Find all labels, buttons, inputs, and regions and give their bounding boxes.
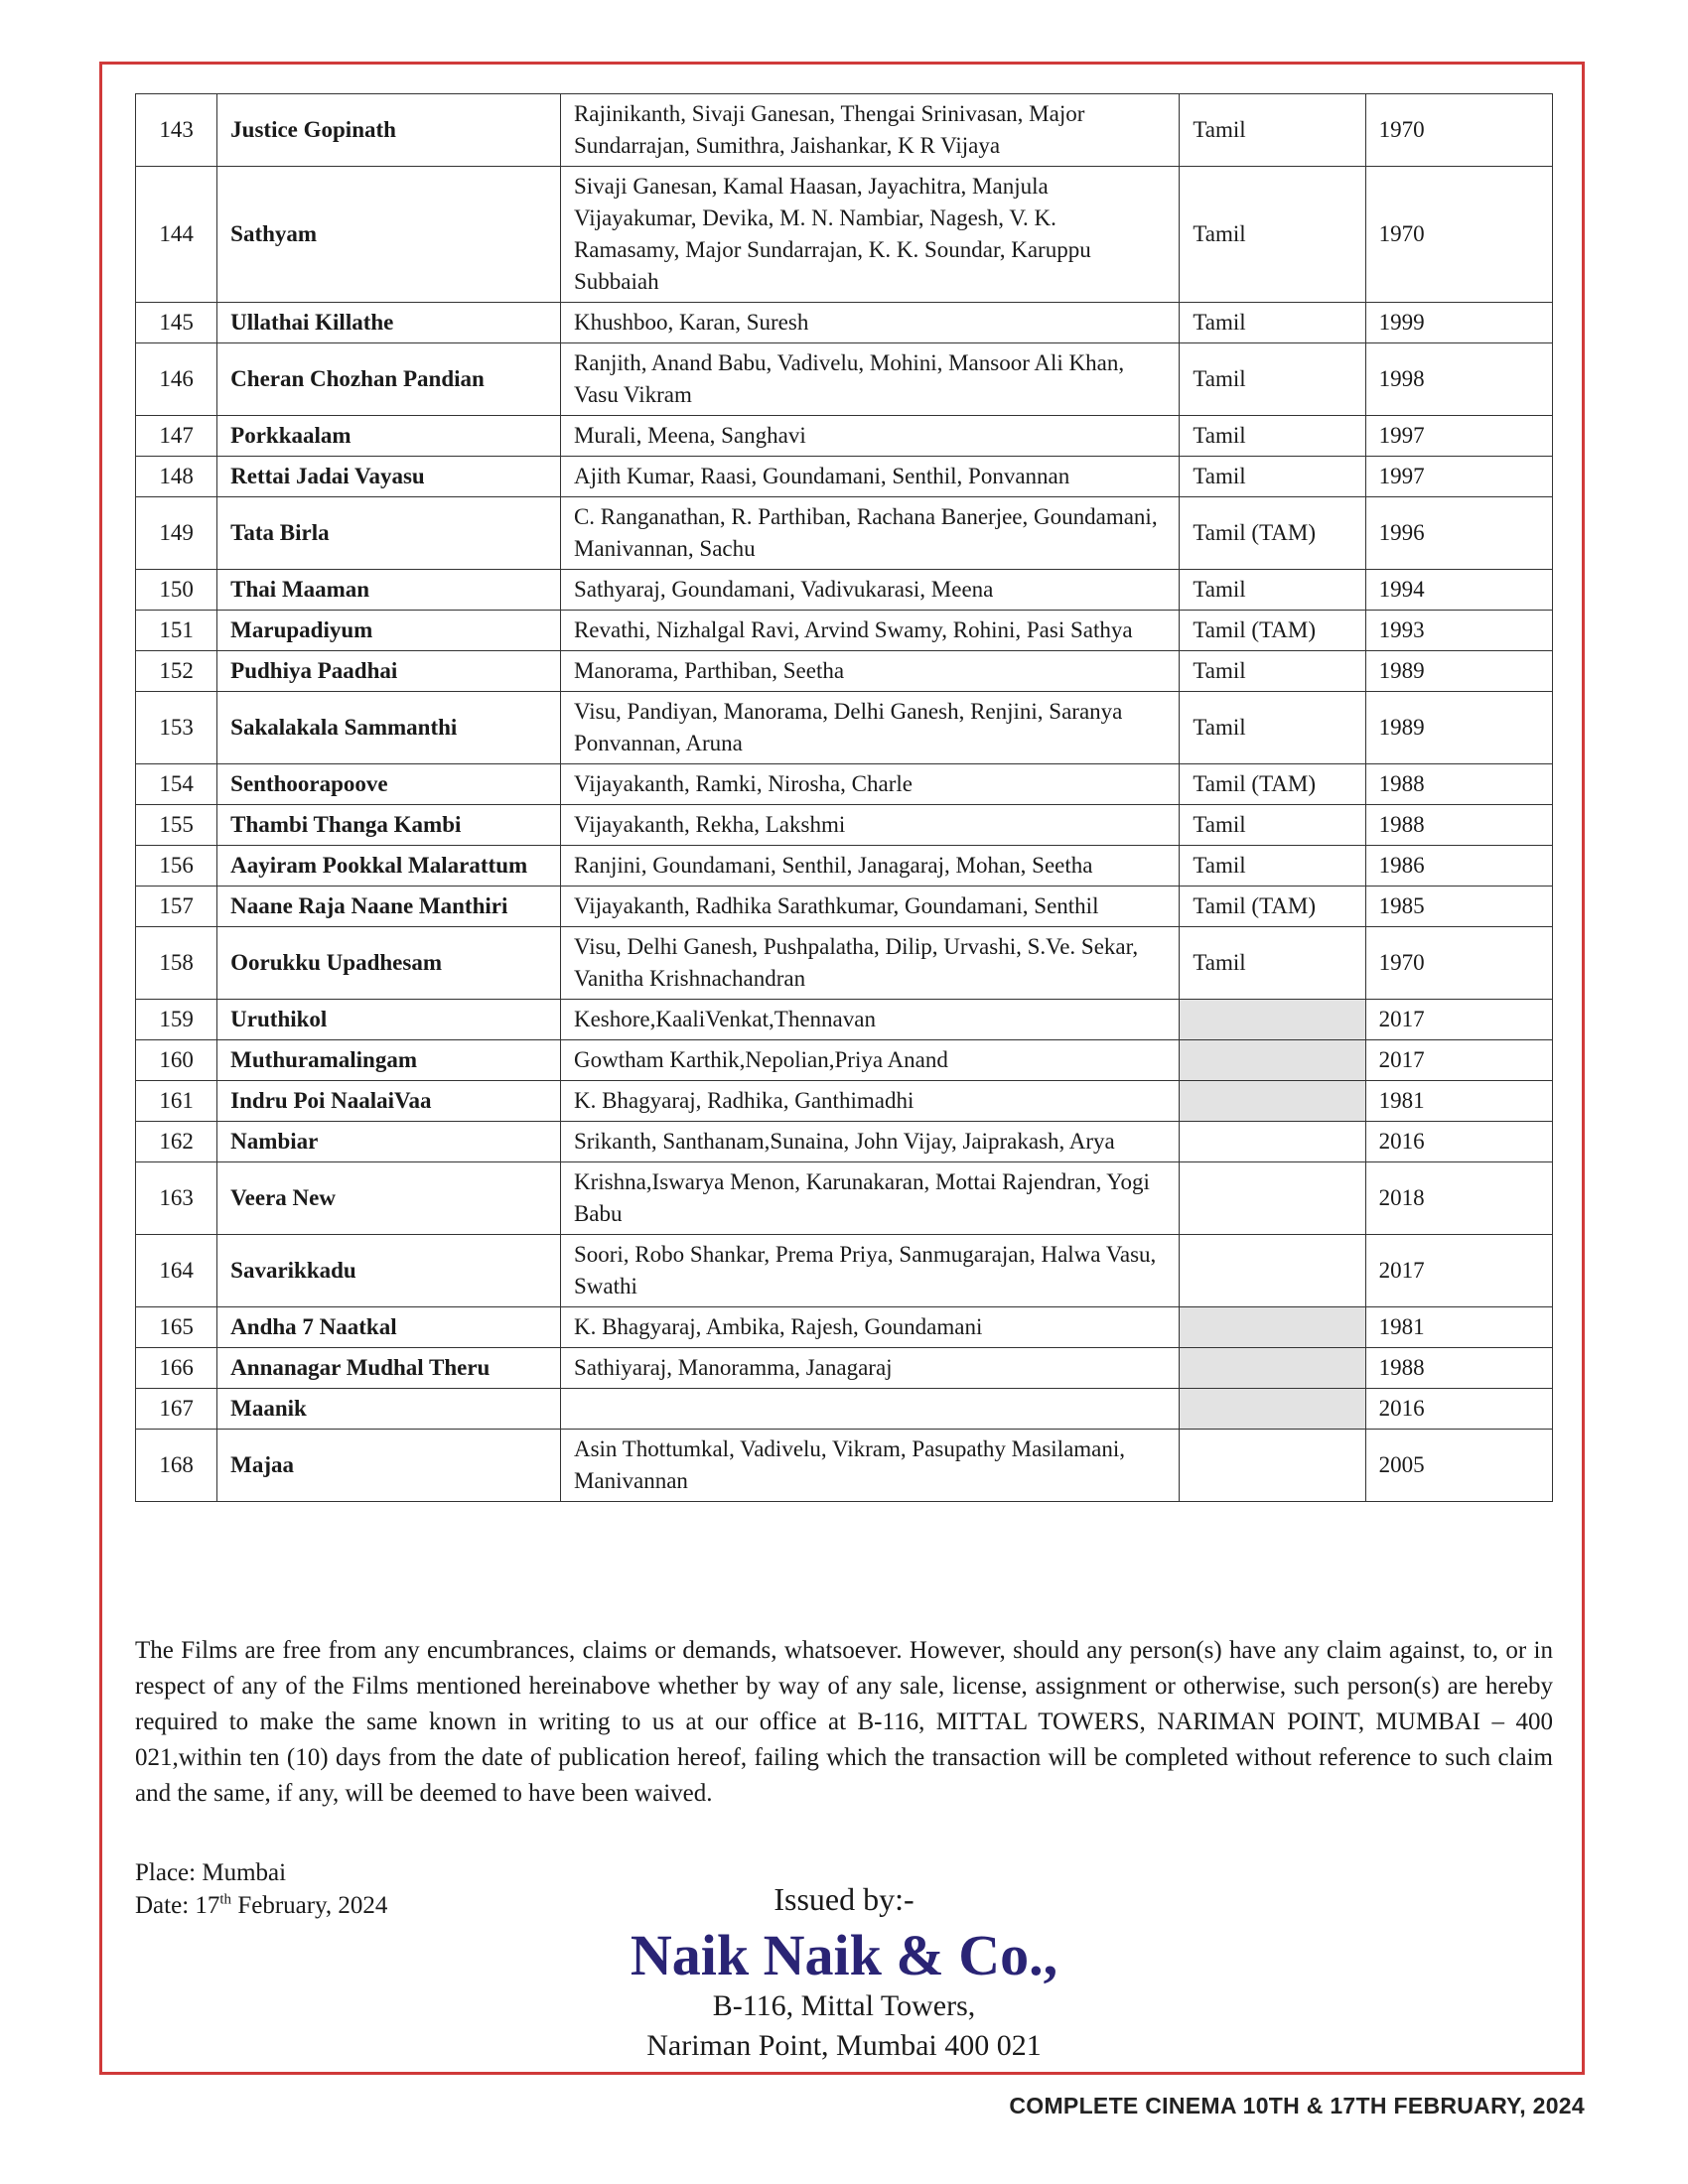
film-number: 144 xyxy=(136,167,217,303)
firm-name: Naik Naik & Co., xyxy=(630,1923,1058,1987)
date-ordinal: th xyxy=(219,1891,232,1908)
film-title: Sathyam xyxy=(217,167,561,303)
film-language: Tamil xyxy=(1180,303,1365,343)
film-cast: Vijayakanth, Radhika Sarathkumar, Goundamani, Senthil xyxy=(560,887,1179,927)
table-row xyxy=(136,457,1553,497)
film-cast: Soori, Robo Shankar, Prema Priya, Sanmugarajan, Halwa Vasu, Swathi xyxy=(560,1235,1179,1307)
film-title: Rettai Jadai Vayasu xyxy=(217,457,561,497)
film-year: 1989 xyxy=(1365,651,1552,692)
film-year: 2017 xyxy=(1365,1000,1552,1040)
film-cast: Sathiyaraj, Manoramma, Janagaraj xyxy=(560,1348,1179,1389)
film-year: 1997 xyxy=(1365,416,1552,457)
film-year: 1988 xyxy=(1365,764,1552,805)
table-row xyxy=(136,927,1553,1000)
film-number: 151 xyxy=(136,611,217,651)
film-title: Thai Maaman xyxy=(217,570,561,611)
film-language xyxy=(1180,1081,1365,1122)
film-language xyxy=(1180,1040,1365,1081)
film-language: Tamil (TAM) xyxy=(1180,887,1365,927)
film-title: Ullathai Killathe xyxy=(217,303,561,343)
film-number: 163 xyxy=(136,1162,217,1235)
film-language: Tamil (TAM) xyxy=(1180,764,1365,805)
film-year: 1981 xyxy=(1365,1307,1552,1348)
film-year: 1985 xyxy=(1365,887,1552,927)
film-cast xyxy=(560,1389,1179,1430)
film-cast: Rajinikanth, Sivaji Ganesan, Thengai Srinivasan, Major Sundarrajan, Sumithra, Jaishankar, K R Vijaya xyxy=(560,94,1179,167)
table-row xyxy=(136,1081,1553,1122)
film-language: Tamil (TAM) xyxy=(1180,497,1365,570)
film-cast: Visu, Pandiyan, Manorama, Delhi Ganesh, Renjini, Saranya Ponvannan, Aruna xyxy=(560,692,1179,764)
film-language: Tamil xyxy=(1180,570,1365,611)
table-row xyxy=(136,692,1553,764)
table-row xyxy=(136,1000,1553,1040)
film-cast: Ranjith, Anand Babu, Vadivelu, Mohini, Mansoor Ali Khan, Vasu Vikram xyxy=(560,343,1179,416)
film-cast: Srikanth, Santhanam,Sunaina, John Vijay, Jaiprakash, Arya xyxy=(560,1122,1179,1162)
table-row xyxy=(136,1307,1553,1348)
film-language xyxy=(1180,1430,1365,1502)
film-cast: Ranjini, Goundamani, Senthil, Janagaraj, Mohan, Seetha xyxy=(560,846,1179,887)
film-title: Muthuramalingam xyxy=(217,1040,561,1081)
film-language: Tamil xyxy=(1180,927,1365,1000)
firm-address-line1: B-116, Mittal Towers, xyxy=(712,1989,976,2022)
film-language xyxy=(1180,1122,1365,1162)
film-language: Tamil xyxy=(1180,167,1365,303)
film-number: 145 xyxy=(136,303,217,343)
film-title: Naane Raja Naane Manthiri xyxy=(217,887,561,927)
film-title: Maanik xyxy=(217,1389,561,1430)
film-language xyxy=(1180,1235,1365,1307)
film-number: 152 xyxy=(136,651,217,692)
film-title: Nambiar xyxy=(217,1122,561,1162)
film-number: 164 xyxy=(136,1235,217,1307)
film-title: Annanagar Mudhal Theru xyxy=(217,1348,561,1389)
table-row xyxy=(136,1348,1553,1389)
films-table-body xyxy=(136,94,1553,1502)
table-row xyxy=(136,416,1553,457)
film-cast: C. Ranganathan, R. Parthiban, Rachana Banerjee, Goundamani, Manivannan, Sachu xyxy=(560,497,1179,570)
date-prefix: Date: 17 xyxy=(135,1892,220,1919)
table-row xyxy=(136,1430,1553,1502)
film-number: 153 xyxy=(136,692,217,764)
film-number: 150 xyxy=(136,570,217,611)
place-date-block xyxy=(135,1856,387,1922)
film-language: Tamil xyxy=(1180,846,1365,887)
table-row xyxy=(136,651,1553,692)
film-title: Aayiram Pookkal Malarattum xyxy=(217,846,561,887)
table-row xyxy=(136,611,1553,651)
film-cast: Manorama, Parthiban, Seetha xyxy=(560,651,1179,692)
film-year: 1993 xyxy=(1365,611,1552,651)
film-cast: K. Bhagyaraj, Radhika, Ganthimadhi xyxy=(560,1081,1179,1122)
film-title: Marupadiyum xyxy=(217,611,561,651)
film-year: 1997 xyxy=(1365,457,1552,497)
film-year: 1970 xyxy=(1365,927,1552,1000)
film-title: Indru Poi NaalaiVaa xyxy=(217,1081,561,1122)
film-number: 162 xyxy=(136,1122,217,1162)
film-title: Savarikkadu xyxy=(217,1235,561,1307)
date-suffix: February, 2024 xyxy=(231,1892,388,1919)
firm-address-line2: Nariman Point, Mumbai 400 021 xyxy=(646,2029,1042,2062)
film-number: 149 xyxy=(136,497,217,570)
film-language: Tamil xyxy=(1180,343,1365,416)
film-year: 1988 xyxy=(1365,805,1552,846)
film-language: Tamil xyxy=(1180,651,1365,692)
film-number: 147 xyxy=(136,416,217,457)
table-row xyxy=(136,497,1553,570)
film-title: Senthoorapoove xyxy=(217,764,561,805)
film-cast: Revathi, Nizhalgal Ravi, Arvind Swamy, Rohini, Pasi Sathya xyxy=(560,611,1179,651)
film-title: Uruthikol xyxy=(217,1000,561,1040)
film-title: Veera New xyxy=(217,1162,561,1235)
film-year: 1970 xyxy=(1365,94,1552,167)
table-row xyxy=(136,1040,1553,1081)
film-cast: Vijayakanth, Rekha, Lakshmi xyxy=(560,805,1179,846)
film-language: Tamil (TAM) xyxy=(1180,611,1365,651)
notice-paragraph: The Films are free from any encumbrances, claims or demands, whatsoever. However, should any person(s) have any claim against, to, or in respect of any of the Films mentioned hereinabove whether by way of any sale, license, assignment or otherwise, such person(s) are hereby required to make the same known in writing to us at our office at B-116, MITTAL TOWERS, NARIMAN POINT, MUMBAI – 400 021,within ten (10) days from the date of publication hereof, failing which the transaction will be completed without reference to such claim and the same, if any, will be deemed to have been waived. xyxy=(135,1637,1553,1807)
film-cast: Khushboo, Karan, Suresh xyxy=(560,303,1179,343)
table-row xyxy=(136,887,1553,927)
film-number: 154 xyxy=(136,764,217,805)
film-number: 146 xyxy=(136,343,217,416)
film-number: 167 xyxy=(136,1389,217,1430)
film-title: Pudhiya Paadhai xyxy=(217,651,561,692)
film-cast: Keshore,KaaliVenkat,Thennavan xyxy=(560,1000,1179,1040)
table-row xyxy=(136,1235,1553,1307)
table-row xyxy=(136,805,1553,846)
film-year: 2018 xyxy=(1365,1162,1552,1235)
film-number: 156 xyxy=(136,846,217,887)
film-cast: Krishna,Iswarya Menon, Karunakaran, Mottai Rajendran, Yogi Babu xyxy=(560,1162,1179,1235)
table-row xyxy=(136,303,1553,343)
film-language xyxy=(1180,1389,1365,1430)
table-row xyxy=(136,1162,1553,1235)
film-year: 2005 xyxy=(1365,1430,1552,1502)
film-language: Tamil xyxy=(1180,692,1365,764)
films-table xyxy=(135,93,1553,1502)
film-title: Cheran Chozhan Pandian xyxy=(217,343,561,416)
film-year: 1970 xyxy=(1365,167,1552,303)
film-year: 2017 xyxy=(1365,1040,1552,1081)
film-year: 2016 xyxy=(1365,1389,1552,1430)
film-cast: Asin Thottumkal, Vadivelu, Vikram, Pasupathy Masilamani, Manivannan xyxy=(560,1430,1179,1502)
film-year: 1988 xyxy=(1365,1348,1552,1389)
film-year: 1998 xyxy=(1365,343,1552,416)
film-title: Justice Gopinath xyxy=(217,94,561,167)
film-title: Thambi Thanga Kambi xyxy=(217,805,561,846)
issued-by-label: Issued by:- xyxy=(774,1881,914,1917)
film-cast: K. Bhagyaraj, Ambika, Rajesh, Goundamani xyxy=(560,1307,1179,1348)
film-language xyxy=(1180,1000,1365,1040)
film-year: 2017 xyxy=(1365,1235,1552,1307)
film-language xyxy=(1180,1307,1365,1348)
film-title: Porkkaalam xyxy=(217,416,561,457)
film-title: Tata Birla xyxy=(217,497,561,570)
film-number: 159 xyxy=(136,1000,217,1040)
film-cast: Sathyaraj, Goundamani, Vadivukarasi, Meena xyxy=(560,570,1179,611)
film-title: Sakalakala Sammanthi xyxy=(217,692,561,764)
film-year: 1986 xyxy=(1365,846,1552,887)
film-cast: Sivaji Ganesan, Kamal Haasan, Jayachitra, Manjula Vijayakumar, Devika, M. N. Nambiar, Nagesh, V. K. Ramasamy, Major Sundarrajan, K. K. Soundar, Karuppu Subbaiah xyxy=(560,167,1179,303)
table-row xyxy=(136,1122,1553,1162)
film-title: Andha 7 Naatkal xyxy=(217,1307,561,1348)
film-number: 155 xyxy=(136,805,217,846)
table-row xyxy=(136,846,1553,887)
film-language xyxy=(1180,1348,1365,1389)
film-language xyxy=(1180,1162,1365,1235)
film-year: 1994 xyxy=(1365,570,1552,611)
film-title: Majaa xyxy=(217,1430,561,1502)
film-language: Tamil xyxy=(1180,94,1365,167)
film-language: Tamil xyxy=(1180,416,1365,457)
film-language: Tamil xyxy=(1180,457,1365,497)
publication-footer: COMPLETE CINEMA 10TH & 17TH FEBRUARY, 2024 xyxy=(1009,2093,1585,2118)
date-line xyxy=(135,1889,387,1922)
table-row xyxy=(136,343,1553,416)
film-number: 161 xyxy=(136,1081,217,1122)
table-row xyxy=(136,570,1553,611)
film-cast: Visu, Delhi Ganesh, Pushpalatha, Dilip, Urvashi, S.Ve. Sekar, Vanitha Krishnachandran xyxy=(560,927,1179,1000)
film-number: 160 xyxy=(136,1040,217,1081)
film-year: 1999 xyxy=(1365,303,1552,343)
film-cast: Murali, Meena, Sanghavi xyxy=(560,416,1179,457)
film-language: Tamil xyxy=(1180,805,1365,846)
table-row xyxy=(136,94,1553,167)
film-year: 1989 xyxy=(1365,692,1552,764)
film-number: 158 xyxy=(136,927,217,1000)
film-year: 1981 xyxy=(1365,1081,1552,1122)
film-year: 1996 xyxy=(1365,497,1552,570)
film-number: 166 xyxy=(136,1348,217,1389)
film-number: 148 xyxy=(136,457,217,497)
film-number: 168 xyxy=(136,1430,217,1502)
film-title: Oorukku Upadhesam xyxy=(217,927,561,1000)
film-cast: Vijayakanth, Ramki, Nirosha, Charle xyxy=(560,764,1179,805)
film-number: 165 xyxy=(136,1307,217,1348)
film-year: 2016 xyxy=(1365,1122,1552,1162)
film-number: 157 xyxy=(136,887,217,927)
film-number: 143 xyxy=(136,94,217,167)
film-cast: Ajith Kumar, Raasi, Goundamani, Senthil, Ponvannan xyxy=(560,457,1179,497)
table-row xyxy=(136,764,1553,805)
place-line: Place: Mumbai xyxy=(135,1859,287,1886)
table-row xyxy=(136,167,1553,303)
film-cast: Gowtham Karthik,Nepolian,Priya Anand xyxy=(560,1040,1179,1081)
table-row xyxy=(136,1389,1553,1430)
